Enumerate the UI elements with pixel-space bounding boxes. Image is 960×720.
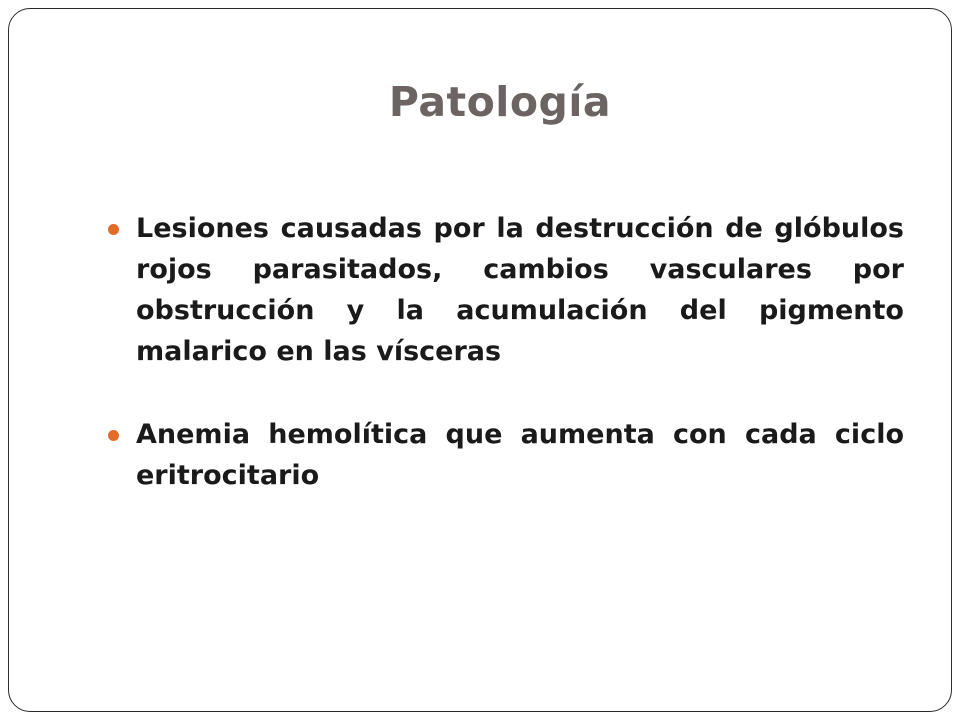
bullet-dot-icon <box>108 430 119 441</box>
bullet-text: Anemia hemolítica que aumenta con cada ciclo eritrocitario <box>136 419 904 491</box>
slide-title: Patología <box>388 78 612 126</box>
bullet-dot-icon <box>108 224 119 235</box>
bullet-text: Lesiones causadas por la destrucción de glóbulos rojos parasitados, cambios vasculares por obstrucción y la acumulación del pigmento malarico en las vísceras <box>136 213 904 367</box>
bullet-item <box>108 208 904 372</box>
bullet-list <box>108 208 904 538</box>
bullet-item <box>108 414 904 496</box>
